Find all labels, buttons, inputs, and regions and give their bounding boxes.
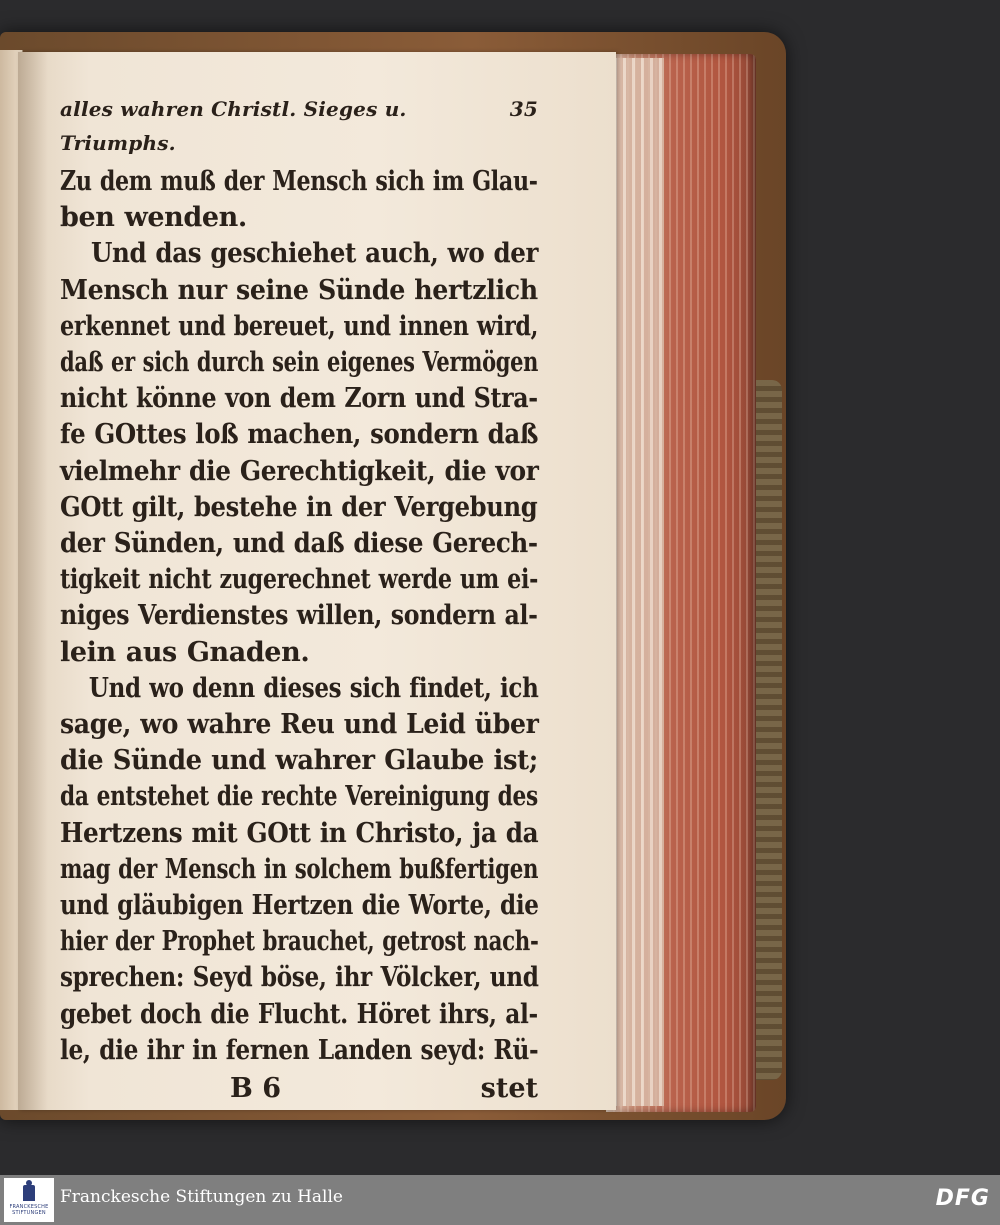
text-line: mag der Mensch in solchem bußfertigen bbox=[60, 853, 539, 885]
footer-bar bbox=[0, 1175, 1000, 1225]
catchword: stet bbox=[480, 1073, 538, 1105]
text-line: daß er sich durch sein eigenes Vermögen bbox=[60, 347, 539, 379]
text-line: ben wenden. bbox=[60, 202, 247, 234]
text-line: Mensch nur seine Sünde hertzlich bbox=[60, 274, 538, 306]
text-line: erkennet und bereuet, und innen wird, bbox=[60, 310, 539, 342]
text-line: da entstehet die rechte Vereinigung des bbox=[60, 781, 538, 813]
running-head-title: alles wahren Christl. Sieges u. Triumphs. bbox=[60, 97, 407, 155]
text-line: Und wo denn dieses sich findet, ich bbox=[88, 672, 539, 704]
page-text-block bbox=[60, 92, 538, 1107]
logo-text bbox=[9, 1204, 48, 1216]
text-line: tigkeit nicht zugerechnet werde um ei- bbox=[60, 564, 538, 596]
text-line: und gläubigen Hertzen die Worte, die bbox=[60, 890, 539, 922]
text-line: lein aus Gnaden. bbox=[60, 636, 310, 668]
page-number: 35 bbox=[509, 97, 538, 121]
text-line: vielmehr die Gerechtigkeit, die vor bbox=[60, 455, 539, 487]
text-line: fe GOttes loß machen, sondern daß bbox=[60, 419, 539, 451]
text-line: sage, wo wahre Reu und Leid über bbox=[60, 709, 539, 741]
running-head bbox=[60, 92, 538, 160]
footer-title[interactable]: Franckesche Stiftungen zu Halle bbox=[60, 1187, 343, 1207]
catchline bbox=[60, 1071, 538, 1107]
text-line: der Sünden, und daß diese Gerech- bbox=[60, 528, 538, 560]
text-line: GOtt gilt, bestehe in der Vergebung bbox=[60, 491, 538, 523]
logo-text-line2: STIFTUNGEN bbox=[12, 1209, 46, 1216]
text-line: niges Verdienstes willen, sondern al- bbox=[60, 600, 538, 632]
franckesche-logo[interactable] bbox=[4, 1178, 54, 1222]
text-line: Und das geschiehet auch, wo der bbox=[90, 238, 539, 270]
text-line: Zu dem muß der Mensch sich im Glau- bbox=[60, 166, 538, 197]
text-line: die Sünde und wahrer Glaube ist; bbox=[60, 745, 538, 777]
dfg-logo[interactable]: DFG bbox=[935, 1186, 990, 1211]
logo-text-line1: FRANCKESCHE bbox=[9, 1203, 49, 1210]
gutter-shadow bbox=[18, 52, 48, 1110]
tower-icon bbox=[23, 1185, 35, 1201]
signature-mark: B 6 bbox=[230, 1073, 282, 1105]
text-line: gebet doch die Flucht. Höret ihrs, al- bbox=[60, 998, 538, 1030]
text-line: sprechen: Seyd böse, ihr Völcker, und bbox=[60, 962, 539, 994]
text-line: hier der Prophet brauchet, getrost nach- bbox=[60, 926, 539, 958]
page-stack bbox=[614, 58, 664, 1106]
text-line: Hertzens mit GOtt in Christo, ja da bbox=[60, 817, 539, 849]
body-text bbox=[60, 164, 538, 1069]
text-line: nicht könne von dem Zorn und Stra- bbox=[60, 383, 538, 415]
text-line: le, die ihr in fernen Landen seyd: Rü- bbox=[60, 1034, 539, 1066]
book-page bbox=[18, 52, 616, 1110]
